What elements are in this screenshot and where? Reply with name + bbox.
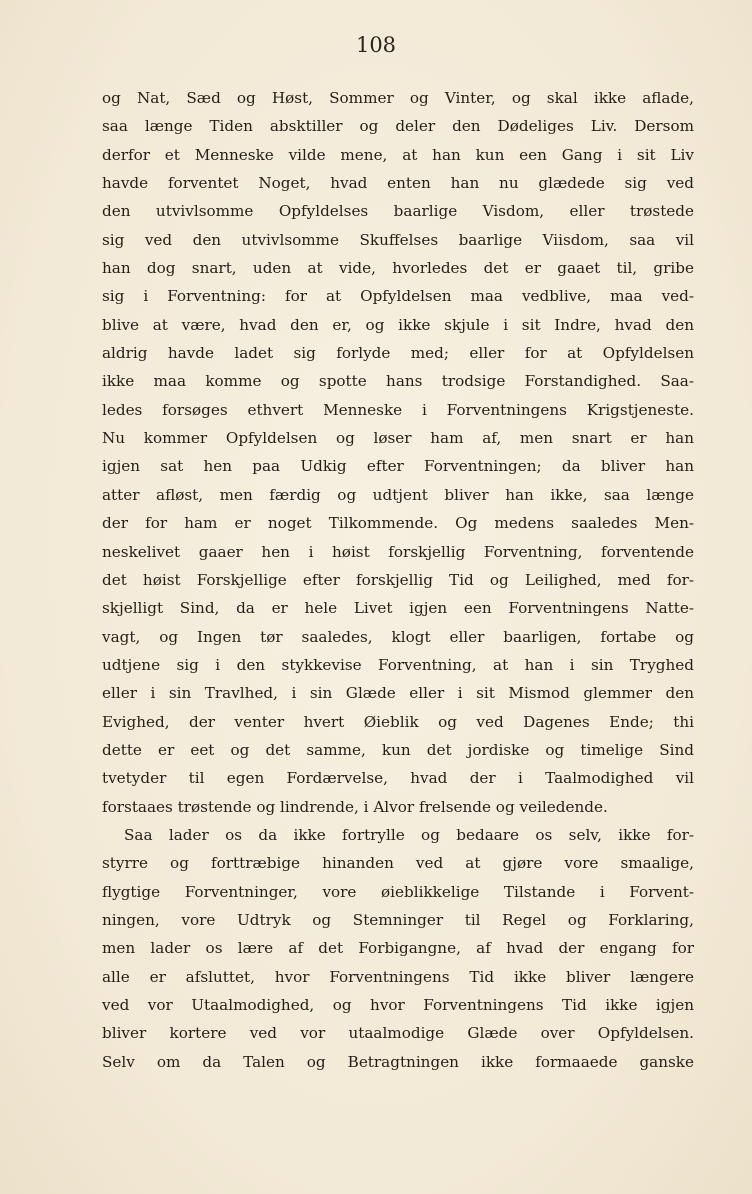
- text-line: bliver kortere ved vor utaalmodige Glæde over Opfyldelsen.: [102, 1024, 694, 1043]
- text-line: derfor et Menneske vilde mene, at han kun een Gang i sit Liv: [102, 145, 694, 164]
- page-number: 108: [355, 33, 397, 57]
- text-line: Nu kommer Opfyldelsen og løser ham af, men snart er han: [102, 429, 694, 448]
- text-line: ningen, vore Udtryk og Stemninger til Regel og Forklaring,: [102, 910, 694, 929]
- text-line: ikke maa komme og spotte hans trodsige Forstandighed. Saa-: [102, 372, 694, 391]
- text-line: Evighed, der venter hvert Øieblik og ved Dagenes Ende; thi: [102, 712, 694, 731]
- text-line: men lader os lære af det Forbigangne, af hvad der engang for: [102, 939, 694, 958]
- text-line: han dog snart, uden at vide, hvorledes det er gaaet til, gribe: [102, 259, 694, 278]
- text-line: havde forventet Noget, hvad enten han nu glædede sig ved: [102, 174, 694, 193]
- text-line: Selv om da Talen og Betragtningen ikke formaaede ganske: [102, 1052, 694, 1071]
- body-text: [102, 84, 694, 1076]
- text-line: alle er afsluttet, hvor Forventningens Tid ikke bliver længere: [102, 967, 694, 986]
- text-line: igjen sat hen paa Udkig efter Forventningen; da bliver han: [102, 457, 694, 476]
- text-line: saa længe Tiden absktiller og deler den Dødeliges Liv. Dersom: [102, 117, 694, 136]
- text-line: den utvivlsomme Opfyldelses baarlige Visdom, eller trøstede: [102, 202, 694, 221]
- text-line: der for ham er noget Tilkommende. Og medens saaledes Men-: [102, 514, 694, 533]
- text-line: aldrig havde ladet sig forlyde med; eller for at Opfyldelsen: [102, 344, 694, 363]
- text-line: og Nat, Sæd og Høst, Sommer og Vinter, og skal ikke aflade,: [102, 89, 694, 107]
- text-line: flygtige Forventninger, vore øieblikkelige Tilstande i Forvent-: [102, 882, 694, 901]
- text-line: eller i sin Travlhed, i sin Glæde eller i sit Mismod glemmer den: [102, 684, 694, 703]
- text-line: forstaaes trøstende og lindrende, i Alvor frelsende og veiledende.: [102, 797, 608, 816]
- text-line: styrre og forttræbige hinanden ved at gjøre vore smaalige,: [102, 854, 694, 873]
- text-line: sig i Forventning: for at Opfyldelsen maa vedblive, maa ved-: [102, 287, 694, 306]
- text-line: skjelligt Sind, da er hele Livet igjen een Forventningens Natte-: [102, 599, 694, 618]
- text-line: ved vor Utaalmodighed, og hvor Forventningens Tid ikke igjen: [102, 996, 694, 1014]
- text-line: udtjene sig i den stykkevise Forventning, at han i sin Tryghed: [102, 655, 694, 674]
- text-line: ledes forsøges ethvert Menneske i Forventningens Krigstjeneste.: [102, 400, 694, 419]
- text-line: Saa lader os da ikke fortrylle og bedaare os selv, ikke for-: [124, 825, 694, 844]
- text-line: neskelivet gaaer hen i høist forskjellig Forventning, forventende: [102, 542, 694, 561]
- text-line: dette er eet og det samme, kun det jordiske og timelige Sind: [102, 740, 694, 759]
- text-line: atter afløst, men færdig og udtjent bliver han ikke, saa længe: [102, 485, 694, 504]
- text-line: tvetyder til egen Fordærvelse, hvad der i Taalmodighed vil: [102, 769, 694, 788]
- text-line: sig ved den utvivlsomme Skuffelses baarlige Viisdom, saa vil: [102, 230, 694, 249]
- text-line: vagt, og Ingen tør saaledes, klogt eller baarligen, fortabe og: [102, 627, 694, 646]
- text-line: det høist Forskjellige efter forskjellig Tid og Leilighed, med for-: [102, 570, 694, 589]
- text-line: blive at være, hvad den er, og ikke skjule i sit Indre, hvad den: [102, 315, 694, 334]
